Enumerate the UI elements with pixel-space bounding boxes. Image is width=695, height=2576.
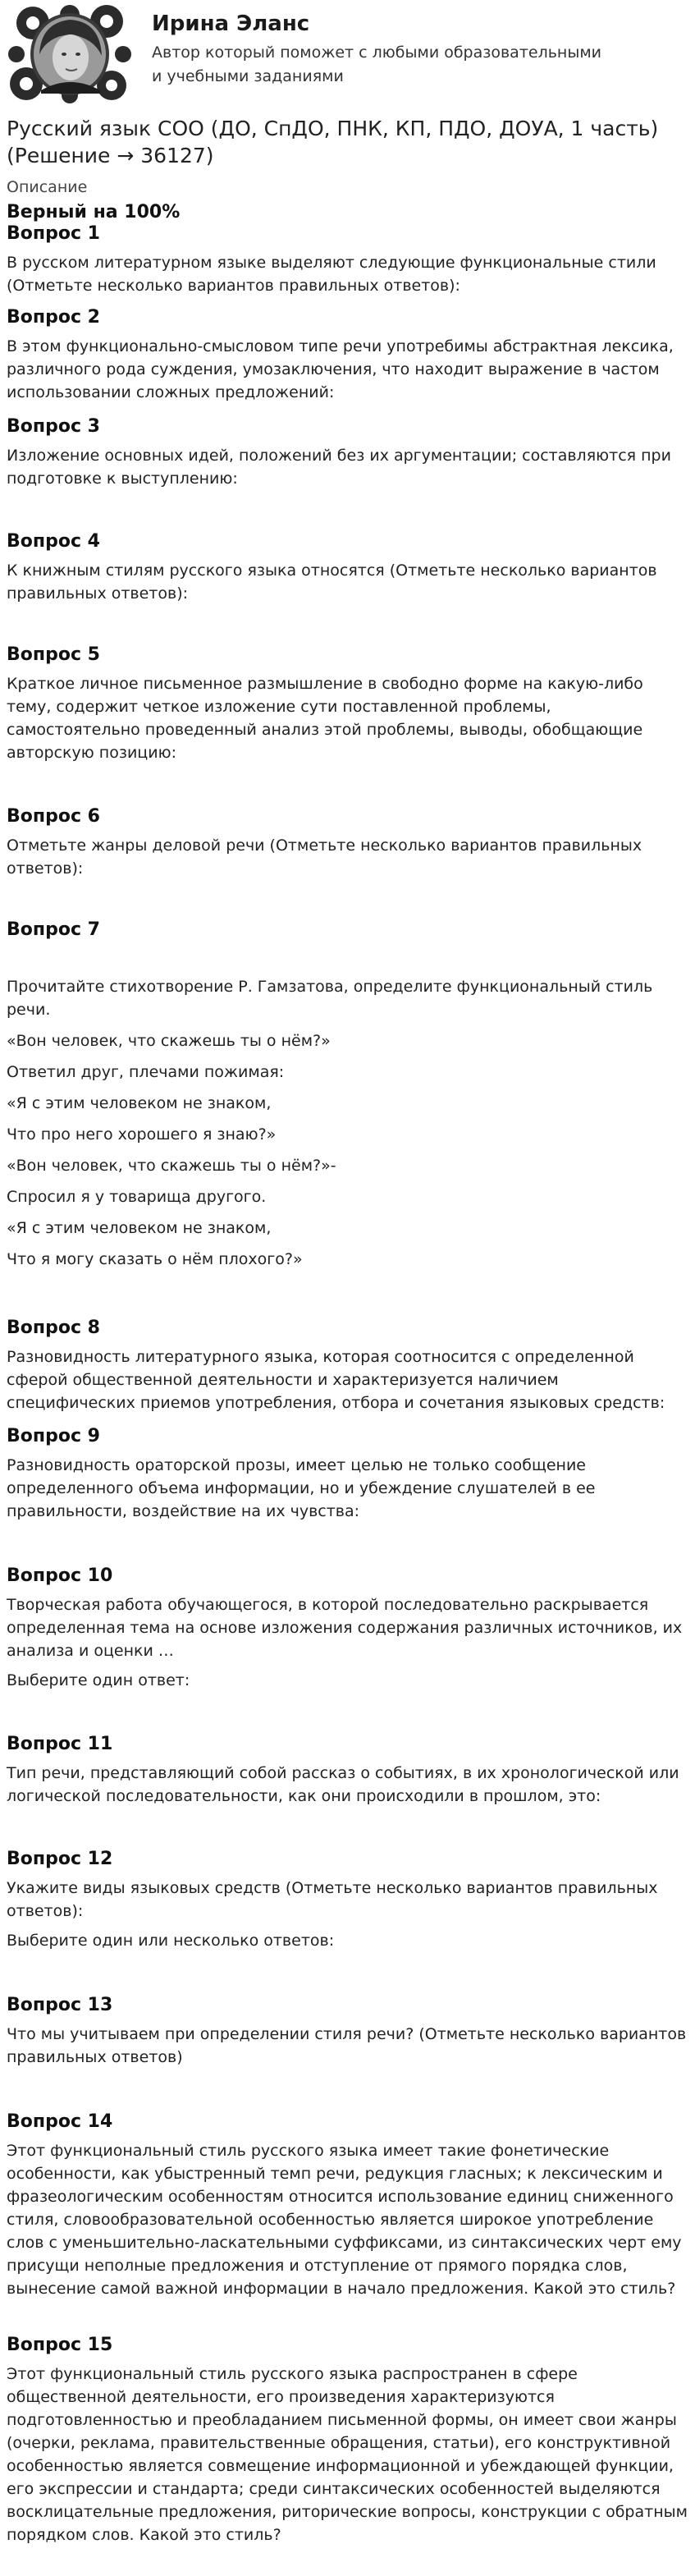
answer-instruction: Выберите один или несколько ответов:: [7, 1932, 335, 1950]
poem-line: Что я могу сказать о нём плохого?»: [7, 1250, 303, 1268]
author-name[interactable]: Ирина Эланс: [152, 11, 310, 36]
question-14: [7, 2110, 688, 2300]
question-13: [7, 1993, 688, 2069]
question-text: Краткое личное письменное размышление в свободно форме на какую-либо тему, содержит четкое изложение сути поставленной проблемы, самостоятельно проведенный анализ этой проблемы, выводы, обобщающие авторскую позицию:: [7, 675, 643, 762]
question-text: Прочитайте стихотворение Р. Гамзатова, определите функциональный стиль речи.: [7, 978, 653, 1019]
question-text: Разновидность ораторской прозы, имеет целью не только сообщение определенного объема информации, но и убеждение слушателей в ее правильности, воздействие на их чувства:: [7, 1456, 596, 1520]
question-text: В русском литературном языке выделяют следующие функциональные стили (Отметьте несколько вариантов правильных ответов):: [7, 254, 656, 295]
question-text: Отметьте жанры деловой речи (Отметьте несколько вариантов правильных ответов):: [7, 837, 642, 878]
avatar[interactable]: [8, 5, 131, 103]
question-text: Тип речи, представляющий собой рассказ о событиях, в их хронологической или логической последовательности, как они происходили в прошлом, это:: [7, 1764, 679, 1805]
question-6: [7, 804, 688, 880]
poem-line: Что про него хорошего я знаю?»: [7, 1125, 277, 1144]
avatar-frame-icon: [8, 5, 131, 103]
question-heading: Вопрос 7: [7, 919, 100, 940]
question-heading: Вопрос 4: [7, 531, 100, 552]
description-label: Описание: [7, 178, 88, 196]
author-description: Автор который поможет с любыми образовательными и учебными заданиями: [152, 44, 602, 85]
question-8: [7, 1316, 688, 1414]
question-12: [7, 1847, 688, 1952]
question-text: Этот функциональный стиль русского языка распространен в сфере общественной деятельности, его произведения характеризуются подготовленностью и преобладанием письменной формы, он имеет свои жанры (очерки, реклама, правительственные обращения, статьи), его конструктивной особенностью является совмещение информационной и убеждающей функции, его экспрессии и стандарта; среди синтаксических особенностей выделяются восклицательные предложения, риторические вопросы, конструкции с обратным порядком слов. Какой это стиль?: [7, 2365, 688, 2544]
question-10: [7, 1564, 688, 1692]
poem-line: Спросил я у товарища другого.: [7, 1188, 267, 1206]
question-9: [7, 1424, 688, 1523]
doc-header: [7, 115, 688, 225]
question-1: [7, 222, 688, 297]
question-text: Укажите виды языковых средств (Отметьте несколько вариантов правильных ответов):: [7, 1879, 658, 1920]
question-heading: Вопрос 13: [7, 1995, 113, 2015]
question-3: [7, 415, 688, 490]
question-5: [7, 643, 688, 764]
question-text: Творческая работа обучающегося, в которой последовательно раскрывается определенная тема на основе изложения содержания различных источников, их анализа и оценки …: [7, 1596, 683, 1660]
question-heading: Вопрос 3: [7, 416, 100, 437]
question-heading: Вопрос 11: [7, 1734, 113, 1754]
question-heading: Вопрос 5: [7, 644, 100, 665]
question-heading: Вопрос 9: [7, 1426, 100, 1446]
question-2: [7, 305, 688, 404]
question-text: Изложение основных идей, положений без их аргументации; составляются при подготовке к выступлению:: [7, 447, 671, 488]
question-4: [7, 529, 688, 605]
question-text: Этот функциональный стиль русского языка имеет такие фонетические особенности, как убыстренный темп речи, редукция гласных; к лексическим и фразеологическим особенностям относится использование единиц сниженного стиля, словообразовательной особенностью является широкое употребление слов с уменьшительно-ласкательными суффиксами, из синтаксических черт ему присущи неполные предложения и отступление от прямого порядка слов, вынесение самой важной информации в начало предложения. Какой это стиль?: [7, 2142, 682, 2298]
question-text: В этом функционально-смысловом типе речи употребимы абстрактная лексика, различного рода суждения, умозаключения, что находит выражение в частом использовании сложных предложений:: [7, 337, 674, 401]
question-text: К книжным стилям русского языка относятся (Отметьте несколько вариантов правильных ответов):: [7, 561, 657, 603]
question-heading: Вопрос 8: [7, 1318, 100, 1338]
author-card: [8, 5, 689, 103]
correct-badge: Верный на 100%: [7, 202, 181, 222]
question-15: [7, 2333, 688, 2546]
page-title: Русский язык СОО (ДО, СпДО, ПНК, КП, ПДО, ДОУА, 1 часть) (Решение → 36127): [7, 117, 659, 167]
question-heading: Вопрос 1: [7, 223, 100, 244]
question-text: Разновидность литературного языка, которая соотносится с определенной сферой общественной деятельности и характеризуется наличием специфических приемов употребления, отбора и сочетания языковых средств:: [7, 1348, 665, 1412]
question-heading: Вопрос 12: [7, 1849, 113, 1869]
poem-line: «Вон человек, что скажешь ты о нём?»-: [7, 1157, 336, 1175]
poem-line: «Я с этим человеком не знаком,: [7, 1219, 272, 1237]
poem-line: Ответил друг, плечами пожимая:: [7, 1063, 285, 1081]
poem-line: «Я с этим человеком не знаком,: [7, 1094, 272, 1112]
question-heading: Вопрос 10: [7, 1565, 113, 1586]
question-11: [7, 1732, 688, 1808]
question-7: [7, 918, 688, 1271]
answer-instruction: Выберите один ответ:: [7, 1671, 190, 1689]
question-heading: Вопрос 2: [7, 307, 100, 328]
question-heading: Вопрос 6: [7, 806, 100, 827]
question-text: Что мы учитываем при определении стиля речи? (Отметьте несколько вариантов правильных ответов): [7, 2025, 687, 2066]
question-heading: Вопрос 14: [7, 2111, 113, 2132]
question-heading: Вопрос 15: [7, 2335, 113, 2355]
poem-line: «Вон человек, что скажешь ты о нём?»: [7, 1032, 331, 1050]
